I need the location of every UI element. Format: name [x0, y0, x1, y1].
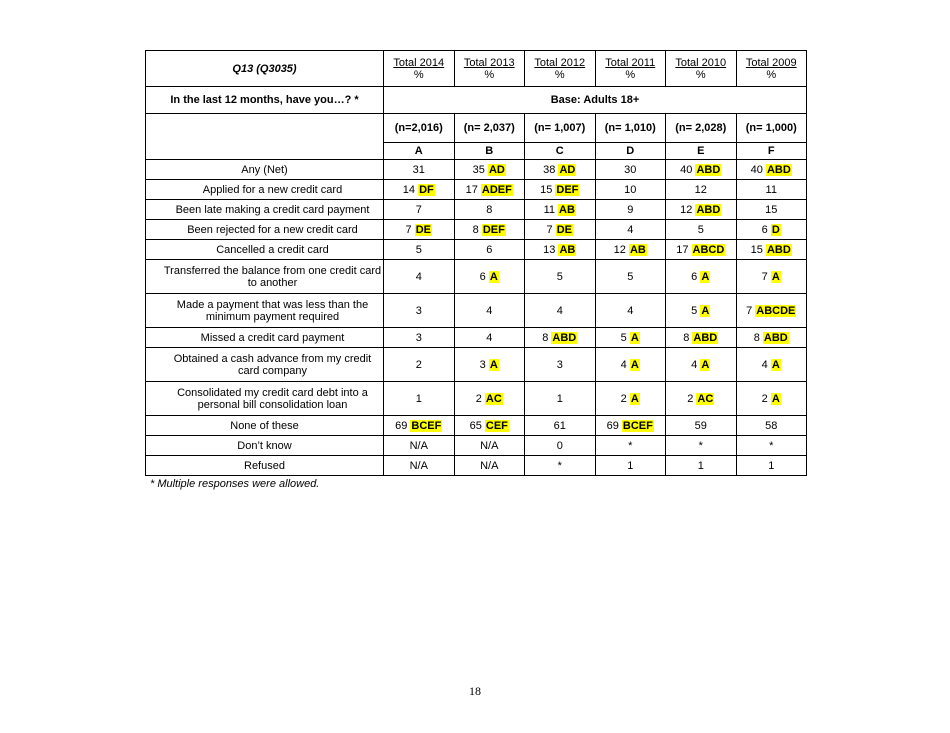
data-cell: [525, 436, 596, 456]
cell-value: 61: [553, 419, 566, 432]
significance-marker: ABCD: [692, 243, 725, 256]
data-cell: [384, 160, 455, 180]
significance-marker: DE: [415, 223, 431, 236]
sample-size: (n= 2,028): [666, 114, 737, 143]
column-letter: D: [595, 143, 666, 160]
row-label: Transferred the balance from one credit card to another: [146, 260, 384, 294]
cell-value: *: [698, 439, 703, 452]
question-code: Q13 (Q3035): [232, 62, 297, 75]
row-label: None of these: [146, 416, 384, 436]
cell-value: 3: [415, 304, 422, 317]
data-cell: [454, 456, 525, 476]
data-cell: [666, 294, 737, 328]
data-cell: [525, 382, 596, 416]
table-row: [146, 348, 807, 382]
data-cell: [384, 260, 455, 294]
year-label: Total 2013: [463, 56, 515, 69]
year-header: [736, 51, 807, 87]
data-cell: [525, 456, 596, 476]
percent-label: %: [413, 68, 424, 81]
data-cell: [454, 260, 525, 294]
row-label: Been rejected for a new credit card: [146, 220, 384, 240]
data-cell: [666, 240, 737, 260]
significance-marker: ABD: [763, 331, 788, 344]
significance-marker: A: [771, 358, 780, 371]
cell-value: 1: [415, 392, 422, 405]
data-cell: [454, 294, 525, 328]
table-row: [146, 180, 807, 200]
cell-value: 8: [542, 331, 549, 344]
cell-value: 31: [412, 163, 425, 176]
row-label: Applied for a new credit card: [146, 180, 384, 200]
cell-value: 69: [606, 419, 619, 432]
cell-value: 1: [697, 459, 704, 472]
significance-marker: AB: [629, 243, 646, 256]
cell-value: 3: [479, 358, 486, 371]
column-letter: A: [384, 143, 455, 160]
data-cell: [666, 200, 737, 220]
cell-value: 30: [624, 163, 637, 176]
data-cell: [454, 160, 525, 180]
table-row: [146, 294, 807, 328]
data-cell: [525, 200, 596, 220]
cell-value: 12: [694, 183, 707, 196]
cell-value: 7: [415, 203, 422, 216]
significance-marker: A: [701, 270, 710, 283]
cell-value: 4: [761, 358, 768, 371]
data-cell: [525, 348, 596, 382]
data-cell: [666, 220, 737, 240]
year-header: [525, 51, 596, 87]
data-cell: [666, 436, 737, 456]
data-cell: [525, 294, 596, 328]
data-cell: [595, 294, 666, 328]
question-text: In the last 12 months, have you…? *: [146, 87, 384, 114]
question-row: [146, 87, 807, 114]
percent-label: %: [554, 68, 565, 81]
cell-value: 4: [627, 304, 634, 317]
data-cell: [595, 160, 666, 180]
data-cell: [666, 180, 737, 200]
cell-value: 2: [761, 392, 768, 405]
data-cell: [595, 382, 666, 416]
significance-marker: DEF: [482, 223, 505, 236]
data-cell: [454, 348, 525, 382]
base-label: Base: Adults 18+: [384, 87, 807, 114]
cell-value: *: [628, 439, 633, 452]
data-cell: [384, 200, 455, 220]
cell-value: 15: [540, 183, 553, 196]
data-cell: [384, 436, 455, 456]
data-cell: [454, 220, 525, 240]
significance-marker: AC: [697, 392, 714, 405]
table-row: [146, 220, 807, 240]
cell-value: 17: [676, 243, 689, 256]
data-cell: [525, 260, 596, 294]
data-cell: [384, 456, 455, 476]
cell-value: 15: [765, 203, 778, 216]
data-cell: [384, 328, 455, 348]
cell-value: 4: [556, 304, 563, 317]
cell-value: *: [769, 439, 774, 452]
data-cell: [736, 348, 807, 382]
year-label: Total 2011: [605, 56, 656, 69]
data-cell: [384, 348, 455, 382]
percent-label: %: [484, 68, 495, 81]
data-cell: [666, 416, 737, 436]
significance-marker: A: [489, 358, 498, 371]
cell-value: 2: [415, 358, 422, 371]
cell-value: 2: [620, 392, 627, 405]
cell-value: 4: [415, 270, 422, 283]
sample-size: (n= 2,037): [454, 114, 525, 143]
row-label: Consolidated my credit card debt into a personal bill consolidation loan: [146, 382, 384, 416]
survey-table: [145, 50, 807, 476]
cell-value: 5: [620, 331, 627, 344]
year-header: [595, 51, 666, 87]
cell-value: 58: [765, 419, 778, 432]
data-cell: [595, 200, 666, 220]
cell-value: 4: [691, 358, 698, 371]
percent-label: %: [695, 68, 706, 81]
sample-size: (n=2,016): [384, 114, 455, 143]
data-cell: [736, 456, 807, 476]
data-cell: [525, 180, 596, 200]
significance-marker: ADEF: [481, 183, 512, 196]
cell-value: 6: [691, 270, 698, 283]
cell-value: 5: [627, 270, 634, 283]
significance-marker: A: [630, 392, 639, 405]
significance-marker: ABD: [766, 243, 791, 256]
significance-marker: AB: [559, 243, 576, 256]
cell-value: N/A: [480, 459, 499, 472]
data-cell: [666, 382, 737, 416]
table-row: [146, 456, 807, 476]
footnote: * Multiple responses were allowed.: [150, 478, 320, 490]
cell-value: 35: [472, 163, 485, 176]
data-cell: [595, 240, 666, 260]
cell-value: 17: [465, 183, 478, 196]
significance-marker: AD: [488, 163, 505, 176]
cell-value: 65: [469, 419, 482, 432]
data-cell: [736, 180, 807, 200]
sample-size-row: [146, 114, 807, 143]
significance-marker: AC: [485, 392, 502, 405]
cell-value: 1: [768, 459, 775, 472]
significance-marker: A: [630, 331, 639, 344]
data-cell: [454, 328, 525, 348]
cell-value: 5: [697, 223, 704, 236]
year-header: [384, 51, 455, 87]
cell-value: 2: [687, 392, 694, 405]
data-cell: [384, 220, 455, 240]
cell-value: 13: [543, 243, 556, 256]
row-label: Cancelled a credit card: [146, 240, 384, 260]
cell-value: N/A: [409, 439, 428, 452]
cell-value: 8: [486, 203, 493, 216]
cell-value: 8: [472, 223, 479, 236]
data-cell: [384, 382, 455, 416]
significance-marker: AB: [559, 203, 575, 216]
column-letter: C: [525, 143, 596, 160]
cell-value: 3: [415, 331, 422, 344]
data-cell: [384, 416, 455, 436]
cell-value: 0: [556, 439, 563, 452]
table-row: [146, 382, 807, 416]
cell-value: 1: [556, 392, 563, 405]
column-letter: E: [666, 143, 737, 160]
data-cell: [666, 348, 737, 382]
data-cell: [595, 260, 666, 294]
year-label: Total 2014: [393, 56, 445, 69]
data-cell: [595, 456, 666, 476]
significance-marker: A: [701, 358, 710, 371]
data-cell: [666, 160, 737, 180]
data-cell: [525, 160, 596, 180]
page-number: 18: [469, 684, 481, 698]
cell-value: 4: [620, 358, 627, 371]
significance-marker: A: [701, 304, 710, 317]
row-label: Any (Net): [146, 160, 384, 180]
significance-marker: ABCDE: [756, 304, 796, 317]
significance-marker: ABD: [766, 163, 791, 176]
year-label: Total 2009: [745, 56, 797, 69]
significance-marker: A: [630, 358, 639, 371]
data-cell: [595, 436, 666, 456]
sample-size: (n= 1,010): [595, 114, 666, 143]
significance-marker: ABD: [693, 331, 718, 344]
significance-marker: DEF: [556, 183, 579, 196]
data-cell: [736, 240, 807, 260]
cell-value: 11: [765, 183, 777, 196]
data-cell: [384, 294, 455, 328]
column-letter: F: [736, 143, 807, 160]
data-cell: [454, 436, 525, 456]
data-cell: [454, 382, 525, 416]
cell-value: 11: [543, 203, 555, 216]
data-cell: [666, 328, 737, 348]
significance-marker: CEF: [485, 419, 508, 432]
row-label: Obtained a cash advance from my credit card company: [146, 348, 384, 382]
significance-marker: DF: [419, 183, 434, 196]
cell-value: 6: [761, 223, 768, 236]
year-header-row: [146, 51, 807, 87]
cell-value: 4: [627, 223, 634, 236]
percent-label: %: [766, 68, 777, 81]
significance-marker: D: [771, 223, 780, 236]
cell-value: 4: [486, 304, 493, 317]
data-cell: [454, 240, 525, 260]
cell-value: 69: [395, 419, 408, 432]
table-row: [146, 240, 807, 260]
significance-marker: BCEF: [622, 419, 653, 432]
data-cell: [595, 220, 666, 240]
data-cell: [525, 220, 596, 240]
data-cell: [595, 348, 666, 382]
cell-value: 14: [402, 183, 415, 196]
table-row: [146, 416, 807, 436]
data-cell: [736, 294, 807, 328]
table-row: [146, 328, 807, 348]
cell-value: 5: [415, 243, 422, 256]
data-cell: [384, 180, 455, 200]
row-label: Been late making a credit card payment: [146, 200, 384, 220]
data-cell: [525, 328, 596, 348]
cell-value: 38: [543, 163, 556, 176]
year-label: Total 2012: [534, 56, 586, 69]
cell-value: 40: [750, 163, 763, 176]
data-cell: [666, 260, 737, 294]
cell-value: 9: [627, 203, 634, 216]
cell-value: 8: [753, 331, 760, 344]
question-code-cell: [146, 51, 384, 87]
cell-value: 6: [486, 243, 493, 256]
column-letter: B: [454, 143, 525, 160]
cell-value: 1: [627, 459, 634, 472]
significance-marker: BCEF: [411, 419, 442, 432]
data-cell: [736, 200, 807, 220]
data-cell: [454, 180, 525, 200]
data-cell: [454, 200, 525, 220]
table-row: [146, 160, 807, 180]
significance-marker: A: [771, 392, 780, 405]
data-cell: [736, 328, 807, 348]
data-cell: [595, 328, 666, 348]
data-cell: [384, 240, 455, 260]
cell-value: 7: [746, 304, 753, 317]
cell-value: *: [557, 459, 562, 472]
percent-label: %: [625, 68, 636, 81]
data-cell: [736, 382, 807, 416]
cell-value: 3: [556, 358, 563, 371]
row-label: Refused: [146, 456, 384, 476]
data-cell: [525, 240, 596, 260]
cell-value: 59: [694, 419, 707, 432]
data-cell: [736, 220, 807, 240]
significance-marker: ABD: [696, 203, 721, 216]
year-header: [454, 51, 525, 87]
cell-value: N/A: [409, 459, 428, 472]
cell-value: 6: [479, 270, 486, 283]
cell-value: 12: [613, 243, 626, 256]
cell-value: 4: [486, 331, 493, 344]
data-cell: [736, 160, 807, 180]
sample-size: (n= 1,007): [525, 114, 596, 143]
table-row: [146, 436, 807, 456]
empty-header-cell: [146, 114, 384, 160]
table-row: [146, 200, 807, 220]
data-cell: [736, 436, 807, 456]
data-cell: [736, 260, 807, 294]
year-header: [666, 51, 737, 87]
cell-value: 12: [680, 203, 693, 216]
cell-value: 8: [683, 331, 690, 344]
cell-value: 7: [761, 270, 768, 283]
cell-value: 15: [750, 243, 763, 256]
sample-size: (n= 1,000): [736, 114, 807, 143]
data-cell: [454, 416, 525, 436]
data-cell: [525, 416, 596, 436]
cell-value: N/A: [480, 439, 499, 452]
significance-marker: DE: [556, 223, 572, 236]
data-cell: [736, 416, 807, 436]
cell-value: 2: [475, 392, 482, 405]
row-label: Made a payment that was less than the minimum payment required: [146, 294, 384, 328]
cell-value: 7: [546, 223, 553, 236]
cell-value: 7: [405, 223, 412, 236]
table-row: [146, 260, 807, 294]
significance-marker: AD: [559, 163, 576, 176]
significance-marker: A: [489, 270, 498, 283]
row-label: Don’t know: [146, 436, 384, 456]
significance-marker: A: [771, 270, 780, 283]
data-cell: [595, 180, 666, 200]
significance-marker: ABD: [552, 331, 577, 344]
data-cell: [666, 456, 737, 476]
data-cell: [595, 416, 666, 436]
cell-value: 40: [680, 163, 693, 176]
cell-value: 10: [624, 183, 637, 196]
year-label: Total 2010: [675, 56, 727, 69]
cell-value: 5: [556, 270, 563, 283]
cell-value: 5: [691, 304, 698, 317]
significance-marker: ABD: [696, 163, 721, 176]
row-label: Missed a credit card payment: [146, 328, 384, 348]
